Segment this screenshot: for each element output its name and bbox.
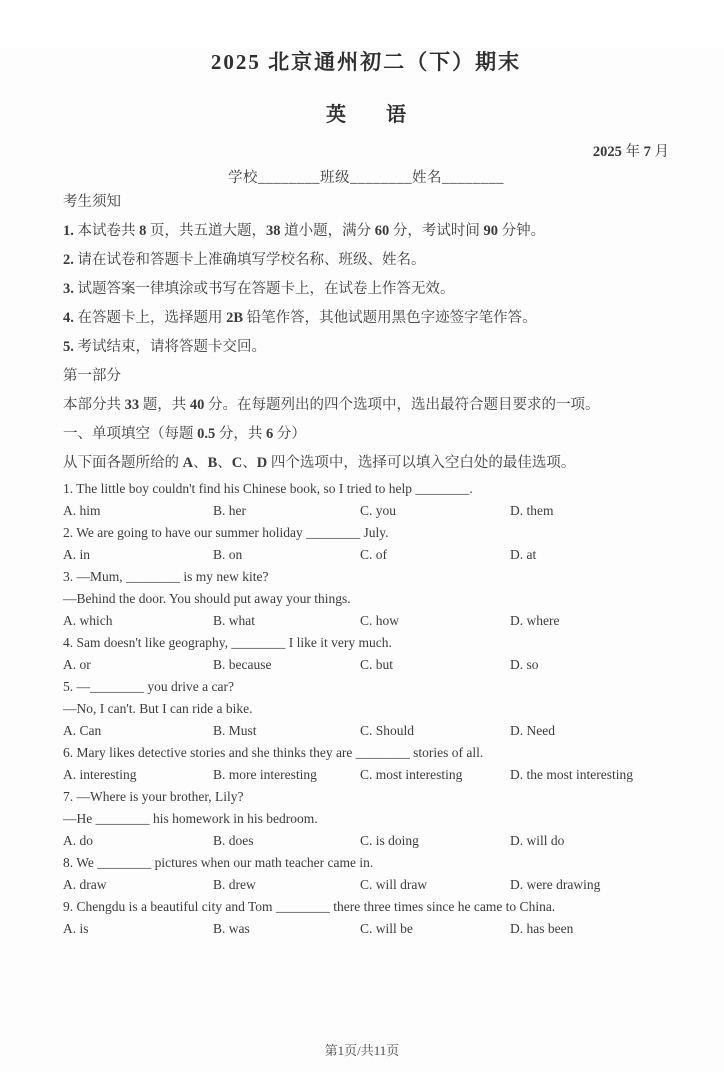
question-block <box>63 676 669 742</box>
option-text: D. at <box>510 547 537 562</box>
question-lines <box>63 852 669 874</box>
option-text: A. in <box>63 547 90 562</box>
question-lines <box>63 676 669 720</box>
exam-date: 2025 年 7 月 <box>592 144 669 160</box>
option-text: A. draw <box>63 877 107 892</box>
question-lines <box>63 478 669 500</box>
option-text: A. him <box>63 503 101 518</box>
question-text: 4. Sam doesn't like geography, ________ I like it very much. <box>63 635 392 650</box>
question-lines <box>63 786 669 830</box>
question-options <box>63 764 669 786</box>
question-text: 7. —Where is your brother, Lily? <box>63 789 244 804</box>
option-text: B. does <box>213 833 254 848</box>
question-options <box>63 610 669 632</box>
section1-instruction: 从下面各题所给的 A、B、C、D 四个选项中，选择可以填入空白处的最佳选项。 <box>63 455 576 471</box>
fill-in-line: 学校________班级________姓名________ <box>228 170 504 186</box>
question-text: 8. We ________ pictures when our math teacher came in. <box>63 855 374 870</box>
option-text: C. most interesting <box>360 767 463 782</box>
option-text: A. interesting <box>63 767 137 782</box>
option-text: C. will draw <box>360 877 428 892</box>
option-text: B. on <box>213 547 243 562</box>
option-text: C. how <box>360 613 400 628</box>
question-text: —Behind the door. You should put away your things. <box>63 591 351 606</box>
option-text: D. will do <box>510 833 565 848</box>
notice-item: 5. 考试结束，请将答题卡交回。 <box>63 339 266 355</box>
question-options <box>63 874 669 896</box>
option-text: B. was <box>213 921 250 936</box>
page-title: 2025 北京通州初二（下）期末 <box>210 50 522 74</box>
option-text: B. Must <box>213 723 257 738</box>
question-block <box>63 522 669 566</box>
option-text: C. you <box>360 503 397 518</box>
option-text: A. is <box>63 921 89 936</box>
question-options <box>63 654 669 676</box>
question-text: 5. —________ you drive a car? <box>63 679 234 694</box>
notice-item: 3. 试题答案一律填涂或书写在答题卡上，在试卷上作答无效。 <box>63 281 455 297</box>
subject-title: 英 语 <box>326 104 406 126</box>
question-lines <box>63 632 669 654</box>
option-text: B. because <box>213 657 272 672</box>
question-text: 3. —Mum, ________ is my new kite? <box>63 569 269 584</box>
notice-item: 2. 请在试卷和答题卡上准确填写学校名称、班级、姓名。 <box>63 252 426 268</box>
option-text: B. her <box>213 503 246 518</box>
notice-heading: 考生须知 <box>63 194 121 210</box>
question-text: 2. We are going to have our summer holiday ________ July. <box>63 525 389 540</box>
option-text: A. or <box>63 657 91 672</box>
option-text: A. do <box>63 833 93 848</box>
option-text: B. more interesting <box>213 767 317 782</box>
option-text: C. but <box>360 657 394 672</box>
option-text: A. which <box>63 613 113 628</box>
question-text: 9. Chengdu is a beautiful city and Tom ________ there three times since he came to China. <box>63 899 556 914</box>
option-text: D. so <box>510 657 539 672</box>
question-lines <box>63 896 669 918</box>
section1-heading: 一、单项填空（每题 0.5 分，共 6 分） <box>63 426 306 442</box>
question-options <box>63 830 669 852</box>
option-text: D. the most interesting <box>510 767 633 782</box>
notice-list <box>63 217 669 362</box>
question-options <box>63 544 669 566</box>
option-text: C. Should <box>360 723 415 738</box>
option-text: C. of <box>360 547 387 562</box>
question-options <box>63 720 669 742</box>
part1-heading: 第一部分 <box>63 368 121 384</box>
question-lines <box>63 742 669 764</box>
option-text: C. is doing <box>360 833 419 848</box>
question-block <box>63 786 669 852</box>
option-text: D. where <box>510 613 560 628</box>
question-text: 6. Mary likes detective stories and she thinks they are ________ stories of all. <box>63 745 484 760</box>
question-block <box>63 632 669 676</box>
question-lines <box>63 522 669 544</box>
option-text: D. them <box>510 503 554 518</box>
question-text: —He ________ his homework in his bedroom. <box>63 811 318 826</box>
question-block <box>63 852 669 896</box>
option-text: B. what <box>213 613 255 628</box>
question-lines <box>63 566 669 610</box>
question-options <box>63 918 669 940</box>
notice-item: 1. 本试卷共 8 页，共五道大题，38 道小题，满分 60 分，考试时间 90 分钟。 <box>63 223 546 239</box>
question-block <box>63 896 669 940</box>
option-text: D. were drawing <box>510 877 601 892</box>
option-text: A. Can <box>63 723 102 738</box>
option-text: C. will be <box>360 921 413 936</box>
questions-list <box>63 478 669 940</box>
part1-description: 本部分共 33 题，共 40 分。在每题列出的四个选项中，选出最符合题目要求的一项。 <box>63 397 600 413</box>
question-text: 1. The little boy couldn't find his Chinese book, so I tried to help ________. <box>63 481 473 496</box>
page-footer: 第1页/共11页 <box>324 1043 400 1058</box>
question-text: —No, I can't. But I can ride a bike. <box>63 701 253 716</box>
option-text: D. Need <box>510 723 555 738</box>
question-block <box>63 566 669 632</box>
question-block <box>63 478 669 522</box>
notice-item: 4. 在答题卡上，选择题用 2B 铅笔作答，其他试题用黑色字迹签字笔作答。 <box>63 310 537 326</box>
option-text: B. drew <box>213 877 256 892</box>
exam-page <box>0 48 724 1072</box>
option-text: D. has been <box>510 921 574 936</box>
question-block <box>63 742 669 786</box>
notice-section <box>63 188 669 478</box>
question-options <box>63 500 669 522</box>
